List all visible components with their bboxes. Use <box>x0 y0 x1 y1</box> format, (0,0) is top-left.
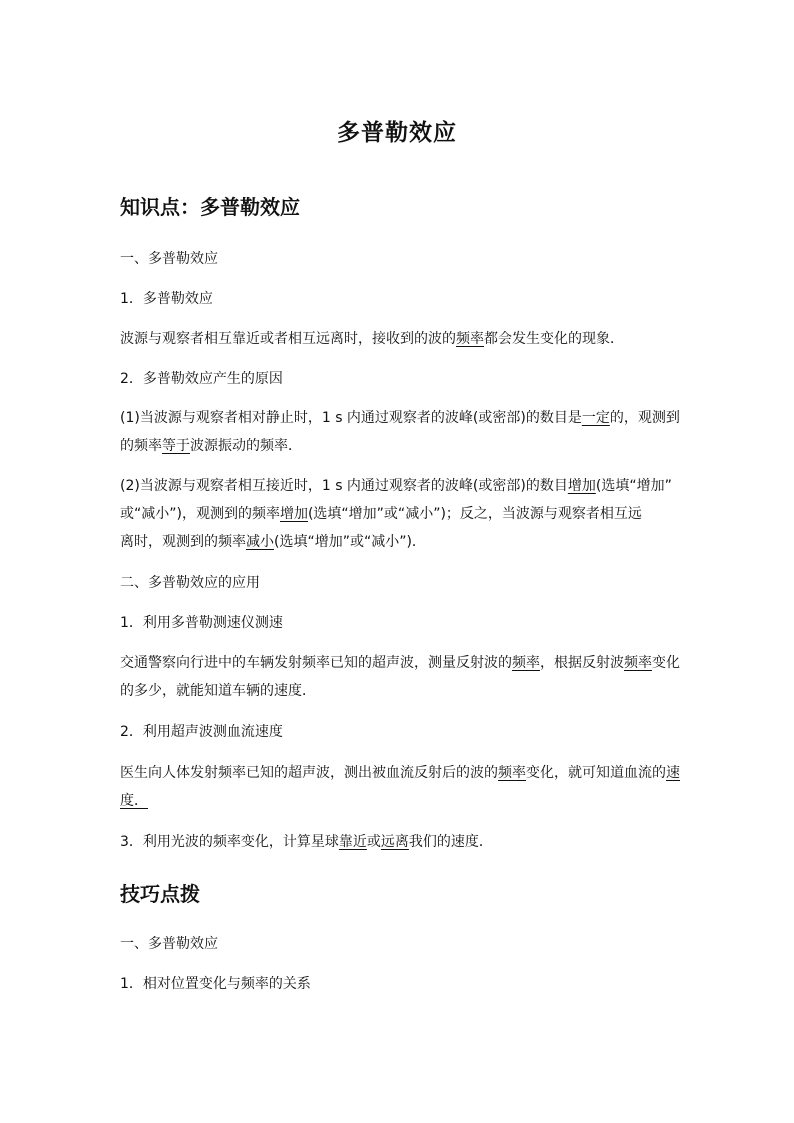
section-heading-tips: 技巧点拨 <box>120 882 200 906</box>
underlined-term: 一定 <box>581 410 610 426</box>
text-segment: 变化 <box>652 655 680 671</box>
text-segment: 都会发生变化的现象． <box>484 331 624 347</box>
underlined-term: 度． <box>120 793 148 809</box>
text-segment: (1)当波源与观察者相对静止时，1 s 内通过观察者的波峰(或密部)的数目是 <box>120 410 582 426</box>
paragraph-approach-case <box>120 472 676 556</box>
text-segment: 波源振动的频率． <box>190 438 302 454</box>
item-blood-flow: 2．利用超声波测血流速度 <box>120 724 283 740</box>
text-segment: 的频率 <box>120 438 162 454</box>
subheading-applications: 二、多普勒效应的应用 <box>120 575 260 591</box>
item-position-frequency: 1．相对位置变化与频率的关系 <box>120 976 311 992</box>
underlined-term: 频率 <box>456 331 484 347</box>
underlined-term: 频率 <box>512 655 540 671</box>
text-segment: 3．利用光波的频率变化，计算星球 <box>120 834 339 850</box>
item-light-waves <box>120 832 493 852</box>
text-segment: 波源与观察者相互靠近或者相互远离时，接收到的波的 <box>120 331 456 347</box>
document-title: 多普勒效应 <box>337 120 457 146</box>
underlined-term: 减小 <box>246 534 274 550</box>
text-segment: 我们的速度． <box>408 834 493 850</box>
underlined-term: 等于 <box>162 438 190 454</box>
underlined-term: 频率 <box>498 765 526 781</box>
text-segment: 的，观测到 <box>609 410 680 426</box>
text-segment: 变化，就可知道血流的 <box>526 765 666 781</box>
subheading-doppler: 一、多普勒效应 <box>120 251 218 267</box>
text-segment: 离时，观测到的频率 <box>120 534 246 550</box>
underlined-term: 靠近 <box>338 834 367 850</box>
text-segment: (2)当波源与观察者相互接近时，1 s 内通过观察者的波峰(或密部)的数目 <box>120 478 568 494</box>
text-segment: 交通警察向行进中的车辆发射频率已知的超声波，测量反射波的 <box>120 655 512 671</box>
item-doppler-definition: 1．多普勒效应 <box>120 291 213 307</box>
text-segment: 或“减小”)，观测到的频率 <box>120 506 280 522</box>
underlined-term: 速 <box>666 765 680 781</box>
text-segment: 医生向人体发射频率已知的超声波，测出被血流反射后的波的 <box>120 765 498 781</box>
text-segment: 或 <box>366 834 381 850</box>
underlined-term: 增加 <box>567 478 596 494</box>
underlined-term: 增加 <box>279 506 308 522</box>
paragraph-static-case <box>120 404 680 460</box>
underlined-term: 频率 <box>624 655 652 671</box>
paragraph-definition <box>120 329 624 349</box>
text-segment: (选填“增加”或“减小”)． <box>274 534 426 550</box>
paragraph-blood-flow <box>120 759 680 815</box>
text-segment: (选填“增加”或“减小”)；反之，当波源与观察者相互远 <box>307 506 642 522</box>
item-speed-radar: 1．利用多普勒测速仪测速 <box>120 615 283 631</box>
text-segment: (选填“增加” <box>595 478 672 494</box>
section-heading-knowledge: 知识点：多普勒效应 <box>120 195 300 219</box>
text-segment: 的多少，就能知道车辆的速度． <box>120 683 316 699</box>
item-cause: 2．多普勒效应产生的原因 <box>120 371 283 387</box>
underlined-term: 远离 <box>380 834 409 850</box>
subheading-doppler-2: 一、多普勒效应 <box>120 936 218 952</box>
text-segment: ，根据反射波 <box>540 655 624 671</box>
paragraph-speed-radar <box>120 649 680 705</box>
